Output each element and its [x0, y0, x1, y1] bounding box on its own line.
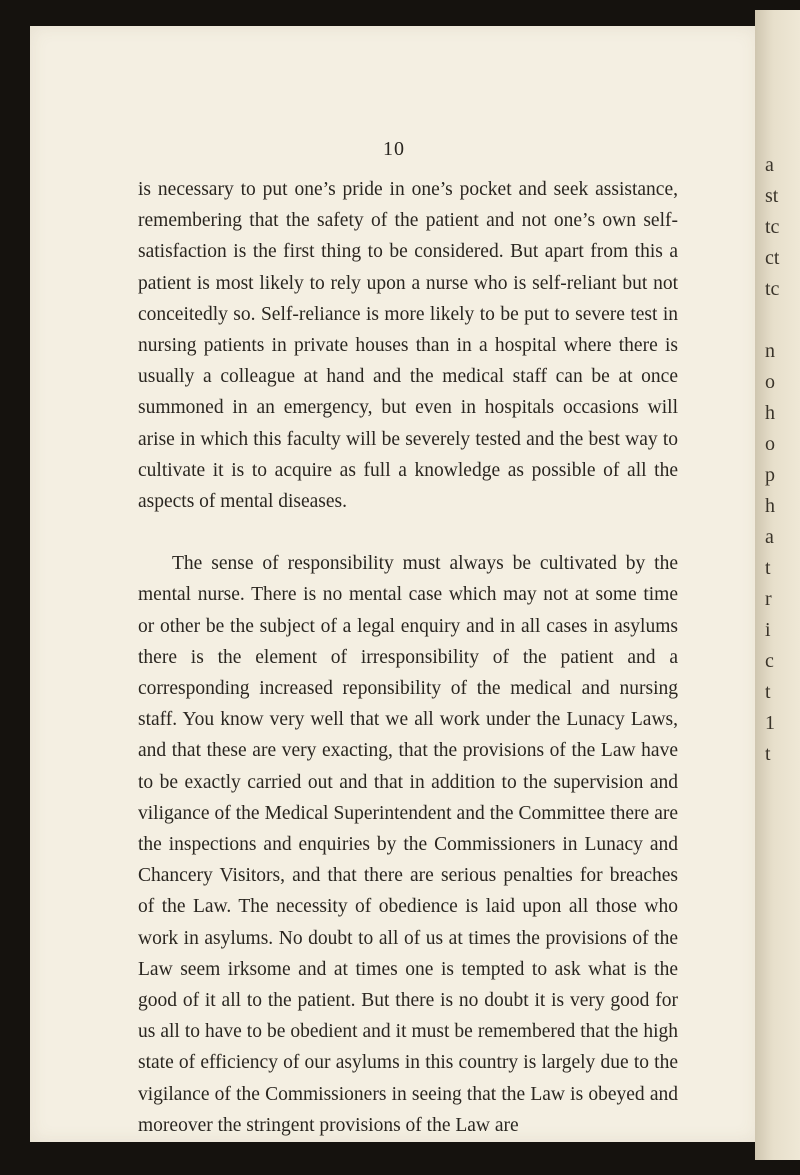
adjacent-page-text-fragments: a st tc ct tc n o h o p h a t r i c t 1 t — [765, 154, 780, 765]
page-body-text — [138, 174, 678, 1141]
paragraph-two: The sense of responsibility must always be cultivated by the mental nurse. There is no mental case which may not at some time or other be the subject of a legal enquiry and in all cases in asylums there is the element of irresponsibility of the patient and a corresponding increased reponsibility of the medical and nursing staff. You know very well that we all work under the Lunacy Laws, and that these are very exacting, that the provisions of the Law have to be exactly carried out and that in addition to the supervision and viligance of the Medical Superintendent and the Committee there are the inspections and enquiries by the Commissioners in Lunacy and Chancery Visitors, and that there are serious penalties for breaches of the Law. The necessity of obedience is laid upon all those who work in asylums. No doubt to all of us at times the provisions of the Law seem irksome and at times one is tempted to ask what is the good of it all to the patient. But there is no doubt it is very good for us all to have to be obedient and it must be remembered that the high state of efficiency of our asylums in this country is largely due to the vigilance of the Commissioners in seeing that the Law is obeyed and moreover the stringent provisions of the Law are — [138, 553, 678, 1136]
page-number: 10 — [383, 138, 405, 160]
adjacent-page-edge — [755, 10, 800, 1160]
paragraph-one: is necessary to put one’s pride in one’s pocket and seek assistance, remembering that the safety of the patient and not one’s own self-satisfaction is the first thing to be considered. But apart from this a patient is most likely to rely upon a nurse who is self-reliant but not conceitedly so. Self-reliance is more likely to be put to severe test in nursing patients in private houses than in a hospital where there is usually a colleague at hand and the medical staff can be at once summoned in an emergency, but even in hospitals occasions will arise in which this faculty will be severely tested and the best way to cultivate it is to acquire as full a knowledge as possible of all the aspects of mental diseases. — [138, 179, 678, 513]
book-page — [30, 26, 758, 1142]
